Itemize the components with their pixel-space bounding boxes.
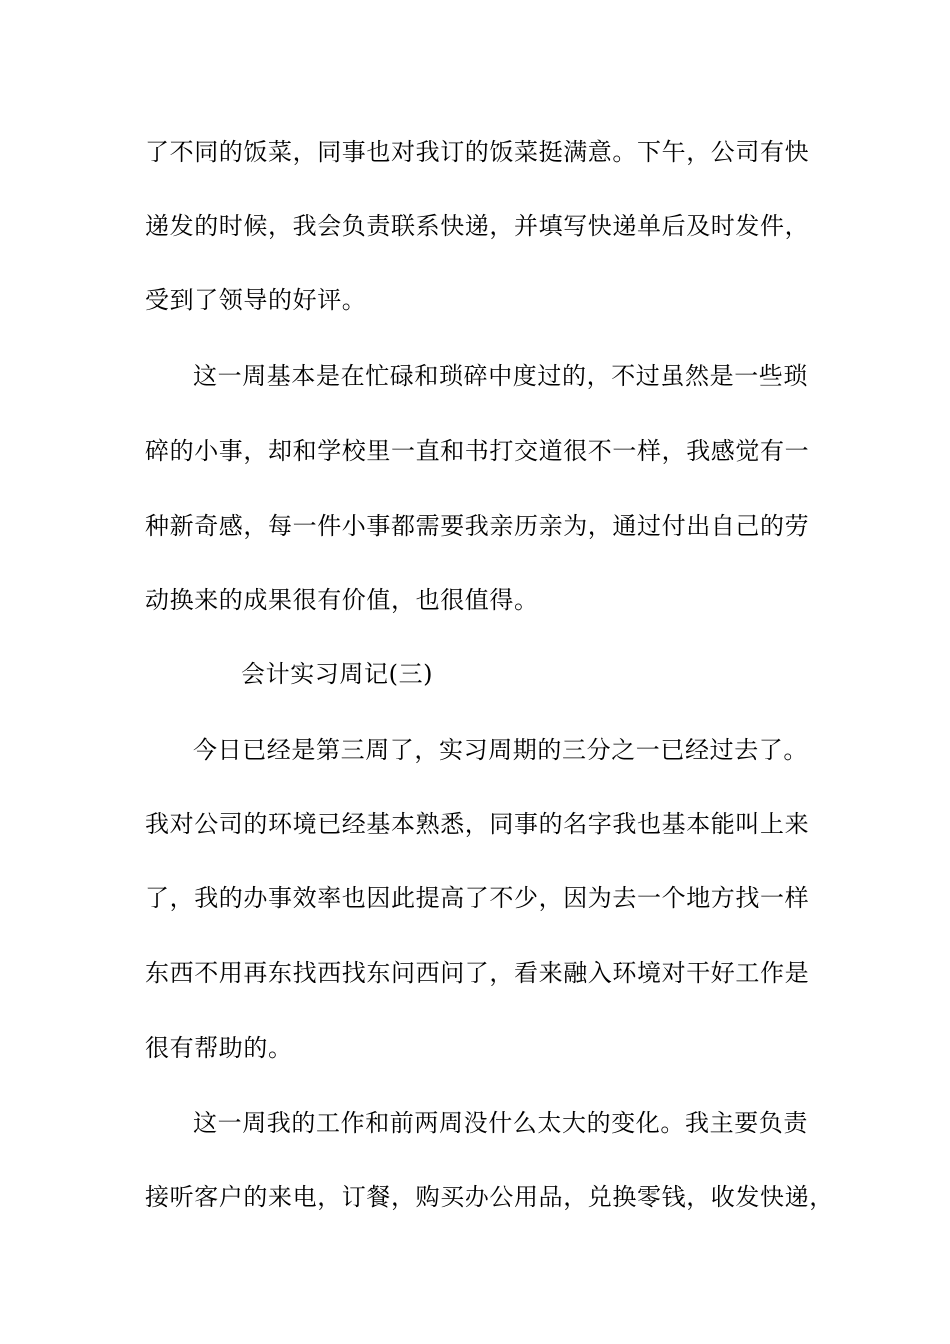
paragraph-first-line: 这一周基本是在忙碌和琐碎中度过的，不过虽然是一些琐: [193, 362, 808, 390]
text-line: 了不同的饭菜，同事也对我订的饭菜挺满意。下午，公司有快: [145, 138, 810, 166]
text-line: 了，我的办事效率也因此提高了不少，因为去一个地方找一样: [145, 884, 810, 912]
text-line: 东西不用再东找西找东问西问了，看来融入环境对干好工作是: [145, 959, 810, 987]
text-line: 受到了领导的好评。: [145, 286, 367, 314]
paragraph-first-line: 今日已经是第三周了，实习周期的三分之一已经过去了。: [193, 736, 808, 764]
text-line: 接听客户的来电，订餐，购买办公用品，兑换零钱，收发快递，: [145, 1183, 834, 1211]
text-line: 种新奇感，每一件小事都需要我亲历亲为，通过付出自己的劳: [145, 512, 810, 540]
paragraph-first-line: 这一周我的工作和前两周没什么太大的变化。我主要负责: [193, 1109, 808, 1137]
text-line: 递发的时候，我会负责联系快递，并填写快递单后及时发件，: [145, 212, 810, 240]
text-line: 很有帮助的。: [145, 1034, 293, 1062]
text-line: 我对公司的环境已经基本熟悉，同事的名字我也基本能叫上来: [145, 810, 810, 838]
text-line: 碎的小事，却和学校里一直和书打交道很不一样，我感觉有一: [145, 437, 810, 465]
text-line: 动换来的成果很有价值，也很值得。: [145, 586, 539, 614]
section-heading: 会计实习周记(三): [241, 660, 434, 688]
